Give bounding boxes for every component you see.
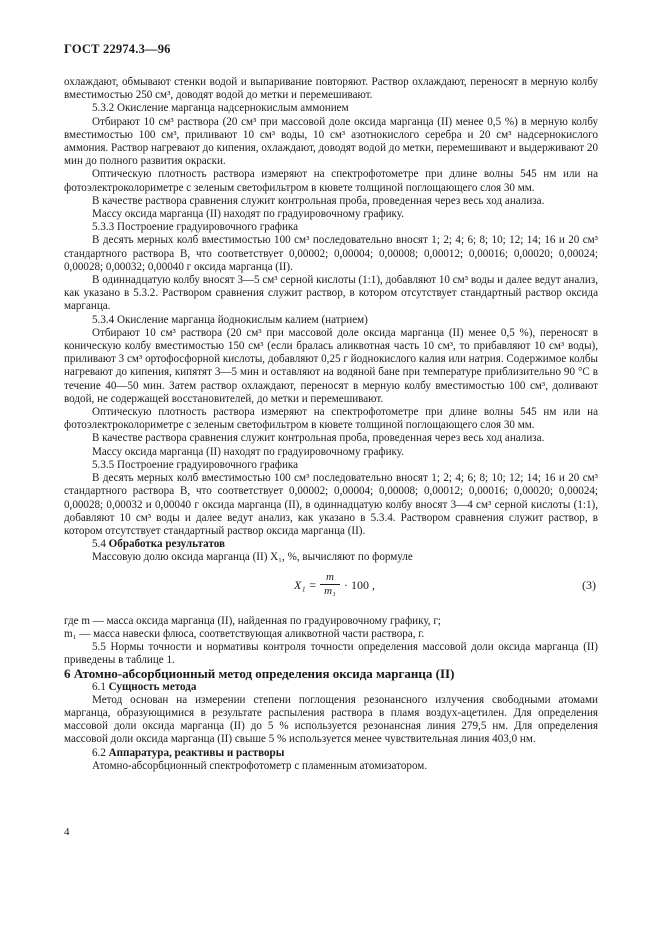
paragraph: Отбирают 10 см³ раствора (20 см³ при массовой доле оксида марганца (II) менее 0,5 %), переносят в коническую колбу вместимостью 150 см³ (если бралась аликвотная часть 10 см³, то прибавляют 10 см³ воды), приливают 3 см³ ортофосфорной кислоты, добавляют 0,25 г йоднокислого калия или натрия. Содержимое колбы нагревают до кипения, кипятят 3—5 мин и оставляют на водяной бане при температуре приблизительно 90 °С в течение 40—50 мин. Затем раствор охлаждают, переносят в мерную колбу вместимостью 100 см³, доливают водой, не содержащей восстановителей, до метки и перемешивают.: [64, 326, 598, 405]
where-definition: где m — масса оксида марганца (II), найденная по градуировочному графику, г;: [64, 614, 441, 627]
paragraph: В качестве раствора сравнения служит контрольная проба, проведенная через весь ход анализа.: [92, 194, 545, 207]
section-heading-5-3-2: 5.3.2 Окисление марганца надсернокислым аммонием: [92, 102, 349, 115]
section-number: 6.1: [92, 680, 106, 693]
section-heading-6-1: [64, 681, 598, 694]
section-heading-6-2: [64, 747, 598, 760]
standard-header: ГОСТ 22974.3—96: [64, 42, 171, 56]
formula-3: [64, 571, 598, 609]
paragraph: Отбирают 10 см³ раствора (20 см³ при массовой доле оксида марганца (II) менее 0,5 %) в мерную колбу вместимостью 100 см³, приливают 10 см³ воды, 10 см³ азотнокислого серебра и 20 см³ надсернокислого аммония. Раствор нагревают до кипения, охлаждают, доводят водой до метки, перемешивают и выдерживают 20 мин до полного развития окраски.: [64, 115, 598, 168]
chapter-heading-6: 6 Атомно-абсорбционный метод определения оксида марганца (II): [64, 666, 455, 682]
paragraph: В одиннадцатую колбу вносят 3—5 см³ серной кислоты (1:1), добавляют 10 см³ воды и далее ведут анализ, как указано в 5.3.2. Раствором сравнения служит раствор, в котором отсутствует стандартный раствор оксида марганца.: [64, 274, 598, 313]
paragraph: Массу оксида марганца (II) находят по градуировочному графику.: [92, 445, 404, 458]
section-number: 6.2: [92, 746, 106, 759]
section-title: Сущность метода: [108, 680, 197, 693]
paragraph: 5.5 Нормы точности и нормативы контроля точности определения массовой доли оксида марганца (II) приведены в таблице 1.: [64, 640, 598, 667]
formula-denominator: m₁: [324, 584, 336, 597]
paragraph: Массовую долю оксида марганца (II) X₁, %, вычисляют по формуле: [92, 551, 413, 564]
formula-number: (3): [582, 577, 596, 592]
paragraph: Массу оксида марганца (II) находят по градуировочному графику.: [92, 208, 404, 221]
formula-rest: · 100 ,: [344, 577, 375, 592]
paragraph: В качестве раствора сравнения служит контрольная проба, проведенная через весь ход анализа.: [92, 432, 545, 445]
document-body: [64, 76, 598, 773]
paragraph: В десять мерных колб вместимостью 100 см³ последовательно вносят 1; 2; 4; 6; 8; 10; 12; 14; 16 и 20 см³ стандартного раствора В, что соответствует 0,00002; 0,00004; 0,00008; 0,00012; 0,00016; 0,00020; 0,00024; 0,00028; 0,00032; 0,00040 г оксида марганца (II).: [64, 234, 598, 273]
section-heading-5-3-5: 5.3.5 Построение градуировочного графика: [92, 458, 299, 471]
formula-numerator: m: [320, 571, 340, 585]
section-heading-5-4: [64, 538, 598, 551]
section-title: Обработка результатов: [108, 538, 226, 551]
paragraph: Атомно-абсорбционный спектрофотометр с пламенным атомизатором.: [92, 759, 428, 772]
section-number: 5.4: [92, 538, 106, 551]
paragraph: Метод основан на измерении степени поглощения резонансного излучения свободными атомами марганца, образующимися в результате распыления раствора в пламя воздух-ацетилен. Для определения массовой доли оксида марганца (II) до 5 % используется резонансная линия 279,5 нм. Для определения массовой доли оксида марганца (II) свыше 5 % используется менее чувствительная линия 403,0 нм.: [64, 693, 598, 746]
paragraph: В десять мерных колб вместимостью 100 см³ последовательно вносят 1; 2; 4; 6; 8; 10; 12; 14; 16 и 20 см³ стандартного раствора В, что соответствует 0,00002; 0,00004; 0,00008; 0,00012; 0,00016; 0,00020; 0,00024; 0,00028; 0,00032 и 0,00040 г оксида марганца (II), в одиннадцатую колбу вносят 3—4 см³ серной кислоты (1:1), добавляют 10 см³ воды и далее ведут анализ, как указано в 5.3.4. Раствором сравнения служит раствор, в котором отсутствует стандартный раствор оксида марганца (II).: [64, 472, 598, 537]
section-title: Аппаратура, реактивы и растворы: [108, 746, 285, 759]
where-definition: m₁ — масса навески флюса, соответствующая аликвотной части раствора, г.: [64, 627, 425, 640]
section-heading-5-3-3: 5.3.3 Построение градуировочного графика: [92, 221, 299, 234]
section-heading-5-3-4: 5.3.4 Окисление марганца йоднокислым калием (натрием): [92, 313, 368, 326]
paragraph: охлаждают, обмывают стенки водой и выпаривание повторяют. Раствор охлаждают, переносят в мерную колбу вместимостью 250 см³, доводят водой до метки и перемешивают.: [64, 76, 598, 102]
page-number: 4: [64, 826, 70, 838]
formula-fraction: [320, 571, 340, 598]
paragraph: Оптическую плотность раствора измеряют на спектрофотометре при длине волны 545 нм или на фотоэлектроколориметре с зеленым светофильтром в кювете толщиной поглощающего слоя 30 мм.: [64, 168, 598, 194]
formula-lhs: X₁ =: [294, 577, 317, 592]
paragraph: Оптическую плотность раствора измеряют на спектрофотометре при длине волны 545 нм или на фотоэлектроколориметре с зеленым светофильтром в кювете толщиной поглощающего слоя 30 мм.: [64, 406, 598, 432]
